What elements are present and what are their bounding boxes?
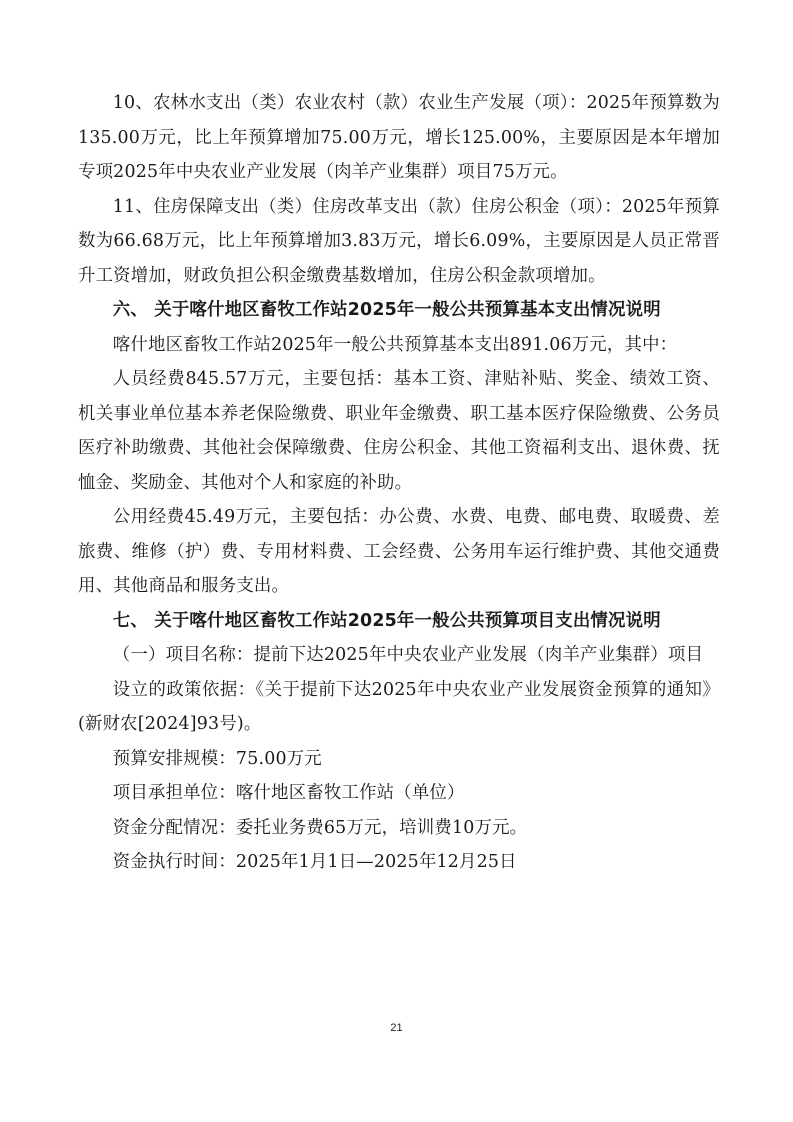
paragraph-agri-forestry-water: 10、农林水支出（类）农业农村（款）农业生产发展（项）：2025年预算数为135.00万元，比上年预算增加75.00万元，增长125.00%，主要原因是本年增加专项2025年中央农业产业发展（肉羊产业集群）项目75万元。 — [78, 93, 720, 182]
section-heading-project-expenditure: 七、 关于喀什地区畜牧工作站2025年一般公共预算项目支出情况说明 — [112, 610, 661, 631]
paragraph-policy-basis: 设立的政策依据：《关于提前下达2025年中央农业产业发展资金预算的通知》(新财农[2024]93号)。 — [78, 679, 720, 734]
paragraph-personnel-expenses: 人员经费845.57万元，主要包括：基本工资、津贴补贴、奖金、绩效工资、机关事业单位基本养老保险缴费、职业年金缴费、职工基本医疗保险缴费、公务员医疗补助缴费、其他社会保障缴费、住房公积金、其他工资福利支出、退休费、抚恤金、奖励金、其他对个人和家庭的补助。 — [78, 369, 720, 493]
paragraph-execution-time: 资金执行时间：2025年1月1日—2025年12月25日 — [112, 852, 517, 872]
paragraph-public-expenses: 公用经费45.49万元，主要包括：办公费、水费、电费、邮电费、取暖费、差旅费、维修（护）费、专用材料费、工会经费、公务用车运行维护费、其他交通费用、其他商品和服务支出。 — [78, 507, 720, 596]
paragraph-project-unit: 项目承担单位：喀什地区畜牧工作站（单位） — [112, 783, 465, 803]
paragraph-housing-fund: 11、住房保障支出（类）住房改革支出（款）住房公积金（项）：2025年预算数为66.68万元，比上年预算增加3.83万元，增长6.09%，主要原因是人员正常晋升工资增加，财政负担公积金缴费基数增加，住房公积金款项增加。 — [78, 196, 720, 286]
paragraph-budget-scale: 预算安排规模：75.00万元 — [112, 748, 322, 769]
paragraph-project-name: （一）项目名称：提前下达2025年中央农业产业发展（肉羊产业集群）项目 — [112, 645, 704, 665]
page-number: 21 — [390, 1022, 403, 1034]
section-heading-basic-expenditure: 六、 关于喀什地区畜牧工作站2025年一般公共预算基本支出情况说明 — [112, 300, 661, 320]
paragraph-basic-expenditure-total: 喀什地区畜牧工作站2025年一般公共预算基本支出891.06万元，其中： — [112, 334, 678, 355]
paragraph-fund-allocation: 资金分配情况：委托业务费65万元，培训费10万元。 — [112, 817, 528, 838]
page-content — [78, 86, 720, 880]
